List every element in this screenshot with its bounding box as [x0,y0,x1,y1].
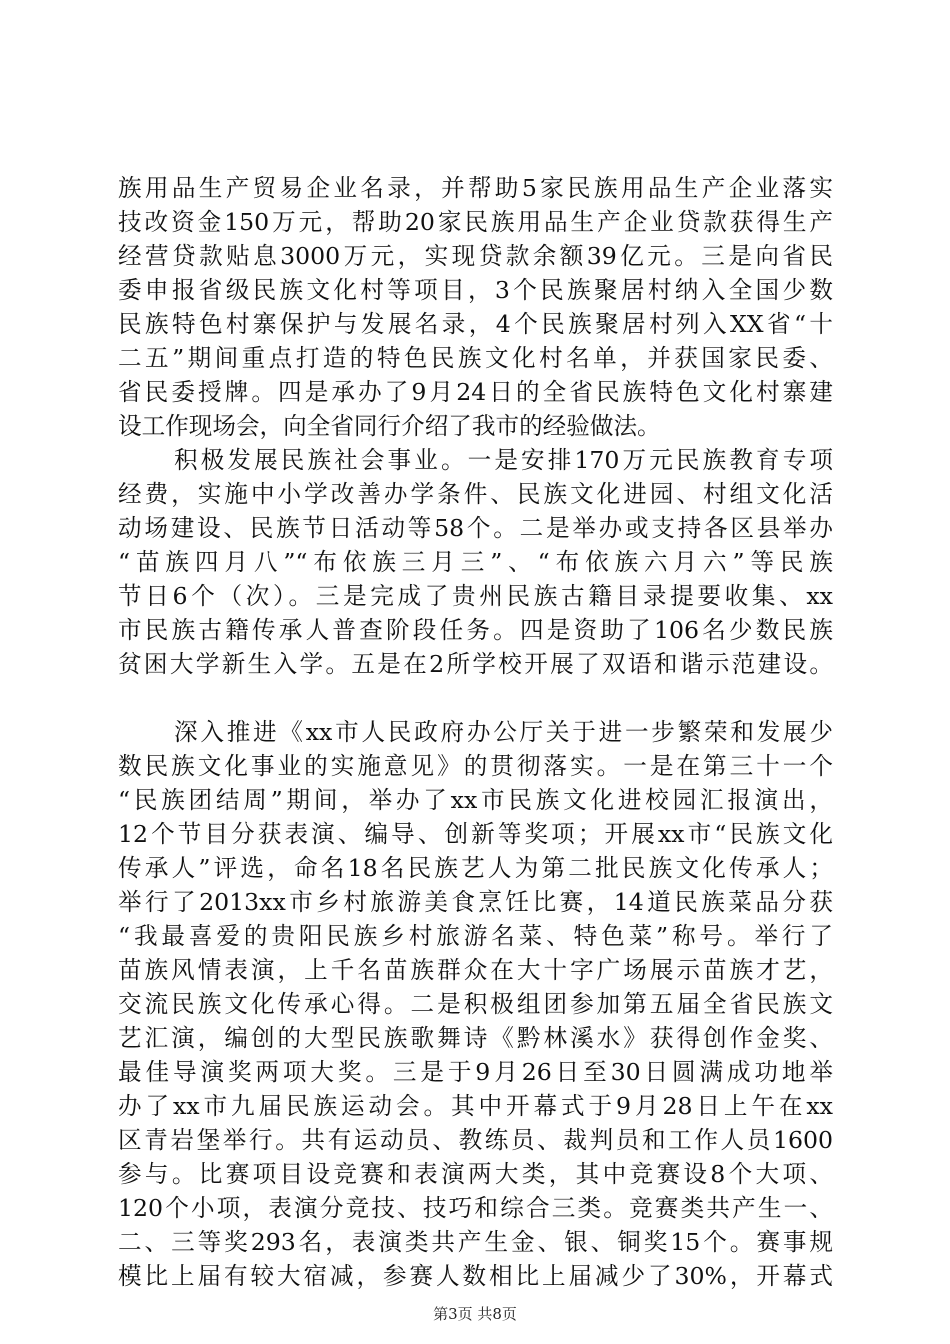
text-line-6: 二五”期间重点打造的特色民族文化村名单，并获国家民委、 [118,344,833,372]
page-number-footer: 第3页 共8页 [433,1305,517,1323]
text-line-8: 设工作现场会，向全省同行介绍了我市的经验做法。 [118,412,661,440]
text-line-32: 模比上届有较大宿减，参赛人数相比上届减少了30%，开幕式 [118,1262,833,1290]
text-line-27: 办了xx市九届民族运动会。其中开幕式于9月28日上午在xx [118,1092,833,1120]
text-line-14: 市民族古籍传承人普查阶段任务。四是资助了106名少数民族 [118,616,833,644]
text-line-12: “苗族四月八”“布依族三月三”、“布依族六月六”等民族 [118,548,833,576]
text-line-4: 委申报省级民族文化村等项目，3个民族聚居村纳入全国少数 [118,276,833,304]
text-line-9: 积极发展民族社会事业。一是安排170万元民族教育专项 [174,446,833,474]
text-line-24: 交流民族文化传承心得。二是积极组团参加第五届全省民族文 [118,990,833,1018]
text-line-28: 区青岩堡举行。共有运动员、教练员、裁判员和工作人员1600 [118,1126,833,1154]
text-line-3: 经营贷款贴息3000万元，实现贷款余额39亿元。三是向省民 [118,242,833,270]
text-line-18: “民族团结周”期间，举办了xx市民族文化进校园汇报演出， [118,786,833,814]
text-line-1: 族用品生产贸易企业名录，并帮助5家民族用品生产企业落实 [118,174,833,202]
text-line-10: 经费，实施中小学改善办学条件、民族文化进园、村组文化活 [118,480,833,508]
text-line-11: 动场建设、民族节日活动等58个。二是举办或支持各区县举办 [118,514,833,542]
text-line-31: 二、三等奖293名，表演类共产生金、银、铜奖15个。赛事规 [118,1228,833,1256]
text-line-20: 传承人”评选，命名18名民族艺人为第二批民族文化传承人； [118,854,833,882]
text-line-22: “我最喜爱的贵阳民族乡村旅游名菜、特色菜”称号。举行了 [118,922,833,950]
text-line-19: 12个节目分获表演、编导、创新等奖项；开展xx市“民族文化 [118,820,833,848]
text-line-17: 数民族文化事业的实施意见》的贯彻落实。一是在第三十一个 [118,752,833,780]
text-line-15: 贫困大学新生入学。五是在2所学校开展了双语和谐示范建设。 [118,650,833,678]
text-line-7: 省民委授牌。四是承办了9月24日的全省民族特色文化村寨建 [118,378,833,406]
text-line-16: 深入推进《xx市人民政府办公厅关于进一步繁荣和发展少 [174,718,833,746]
text-line-29: 参与。比赛项目设竞赛和表演两大类，其中竞赛设8个大项、 [118,1160,833,1188]
text-line-2: 技改资金150万元，帮助20家民族用品生产企业贷款获得生产 [118,208,833,236]
text-line-30: 120个小项，表演分竞技、技巧和综合三类。竞赛类共产生一、 [118,1194,833,1222]
text-line-21: 举行了2013xx市乡村旅游美食烹饪比赛，14道民族菜品分获 [118,888,833,916]
text-line-13: 节日6个（次）。三是完成了贵州民族古籍目录提要收集、xx [118,582,833,610]
text-line-5: 民族特色村寨保护与发展名录，4个民族聚居村列入XX省“十 [118,310,833,338]
text-line-23: 苗族风情表演，上千名苗族群众在大十字广场展示苗族才艺， [118,956,833,984]
text-line-26: 最佳导演奖两项大奖。三是于9月26日至30日圆满成功地举 [118,1058,833,1086]
text-line-25: 艺汇演，编创的大型民族歌舞诗《黔林溪水》获得创作金奖、 [118,1024,833,1052]
